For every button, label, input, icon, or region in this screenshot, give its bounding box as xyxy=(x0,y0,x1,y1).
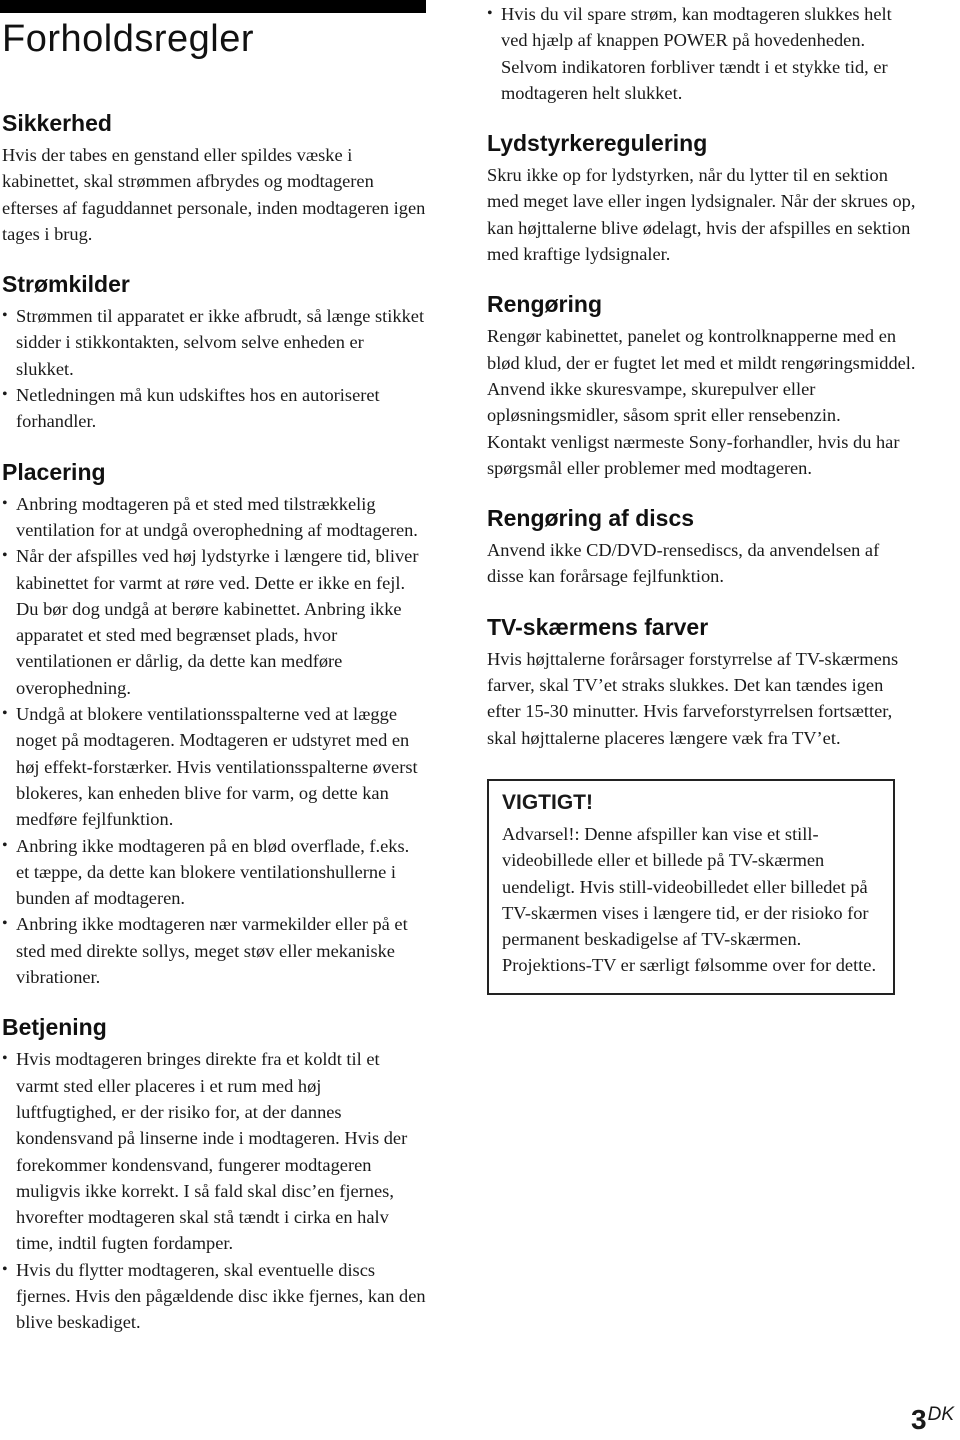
left-column xyxy=(2,108,426,1358)
list-item: • Netledningen må kun udskiftes hos en autoriseret forhandler. xyxy=(2,382,426,435)
section-betjening xyxy=(2,1012,426,1335)
list-item: • Strømmen til apparatet er ikke afbrudt, så længe stikket sidder i stikkontakten, selvom selve enheden er slukket. xyxy=(2,303,426,382)
section-lydstyrke xyxy=(487,128,919,267)
section-text: Kontakt venligst nærmeste Sony-forhandler, hvis du har spørgsmål eller problemer med modtageren. xyxy=(487,431,900,478)
section-text: Hvis højttalerne forårsager forstyrrelse af TV-skærmens farver, skal TV’et straks slukkes. Det kan tændes igen efter 15-30 minutter. Hvis farveforstyrrelsen fortsætter, skal højttalerne placeres længere væk fra TV’et. xyxy=(487,648,899,748)
section-rengoring xyxy=(487,289,919,481)
right-column xyxy=(487,0,919,995)
section-tv-farver xyxy=(487,612,919,751)
list-item: • Anbring ikke modtageren nær varmekilder eller på et sted med direkte sollys, meget støv eller mekaniske vibrationer. xyxy=(2,911,426,990)
section-text: Hvis der tabes en genstand eller spildes væske i kabinettet, skal strømmen afbrydes og modtageren efterses af faguddannet personale, inden modtageren igen tages i brug. xyxy=(2,145,426,244)
section-heading: Strømkilder xyxy=(2,271,130,298)
bullet-list xyxy=(2,491,426,991)
list-item: • Anbring ikke modtageren på en blød overflade, f.eks. et tæppe, da dette kan blokere ventilationshullerne i bunden af modtageren. xyxy=(2,833,426,912)
section-placering xyxy=(2,457,426,991)
section-stromkilder xyxy=(2,269,426,434)
page-language-suffix: DK xyxy=(927,1404,954,1425)
bullet-list xyxy=(2,303,426,434)
section-text: Skru ikke op for lydstyrken, når du lytter til en sektion med meget lave eller ingen lydsignaler. Når der skrues op, kan højttalerne blive ødelagt, hvis der afspilles en sektion med kraftige lydsignaler. xyxy=(487,165,916,265)
section-heading: Rengøring af discs xyxy=(487,505,695,532)
section-heading: TV-skærmens farver xyxy=(487,613,709,640)
section-heading: Rengøring xyxy=(487,291,602,318)
section-power-note xyxy=(487,1,919,106)
bullet-list xyxy=(487,1,919,106)
bullet-list xyxy=(2,1046,426,1335)
page-title: Forholdsregler xyxy=(2,18,254,60)
section-heading: Placering xyxy=(2,458,106,485)
section-sikkerhed xyxy=(2,108,426,247)
notice-heading: VIGTIGT! xyxy=(502,790,593,814)
list-item: • Hvis modtageren bringes direkte fra et koldt til et varmt sted eller placeres i et rum med høj luftfugtighed, er der risiko for, at der dannes kondensvand på linserne inde i modtageren. Hvis der forekommer kondensvand, fungerer modtageren muligvis ikke korrekt. I så fald skal disc’en fjernes, hvorefter modtageren skal stå tændt i cirka en halv time, indtil fugten fordamper. xyxy=(2,1046,426,1256)
section-heading: Betjening xyxy=(2,1014,107,1041)
list-item: • Hvis du flytter modtageren, skal eventuelle discs fjernes. Hvis den pågældende disc ikke fjernes, kan den blive beskadiget. xyxy=(2,1257,426,1336)
section-text: Anvend ikke CD/DVD-rensediscs, da anvendelsen af disse kan forårsage fejlfunktion. xyxy=(487,540,880,587)
list-item: • Undgå at blokere ventilationsspalterne ved at lægge noget på modtageren. Modtageren er udstyret med en høj effekt-forstærker. Hvis ventilationsspalterne øverst blokeres, kan enheden blive for varm, og dette kan medføre fejlfunktion. xyxy=(2,701,426,832)
notice-box xyxy=(487,779,895,995)
page-number xyxy=(911,1404,954,1436)
section-rengoring-discs xyxy=(487,503,919,590)
list-item: • Når der afspilles ved høj lydstyrke i længere tid, bliver kabinettet for varmt at røre ved. Dette er ikke en fejl. Du bør dog undgå at berøre kabinettet. Anbring ikke apparatet et sted med begrænset plads, hvor ventilationen er dårlig, da dette kan medføre overophedning. xyxy=(2,543,426,701)
section-text: Rengør kabinettet, panelet og kontrolknapperne med en blød klud, der er fugtet let med et mildt rengøringsmiddel. Anvend ikke skuresvampe, skurepulver eller opløsningsmidler, såsom sprit eller rensebenzin. xyxy=(487,326,916,426)
list-item: • Anbring modtageren på et sted med tilstrækkelig ventilation for at undgå overophedning af modtageren. xyxy=(2,491,426,544)
header-rule xyxy=(0,0,426,13)
section-heading: Sikkerhed xyxy=(2,110,112,136)
page-number-value: 3 xyxy=(911,1404,927,1435)
section-heading: Lydstyrkeregulering xyxy=(487,130,708,157)
notice-text: Advarsel!: Denne afspiller kan vise et still-videobillede eller et billede på TV-skærmen uendeligt. Hvis still-videobilledet eller billedet på TV-skærmen vises i længere tid, er der risioko for permanent beskadigelse af TV-skærmen. Projektions-TV er særligt følsomme over for dette. xyxy=(502,823,877,976)
list-item: • Hvis du vil spare strøm, kan modtageren slukkes helt ved hjælp af knappen POWER på hovedenheden. Selvom indikatoren forbliver tændt i et stykke tid, er modtageren helt slukket. xyxy=(487,1,919,106)
